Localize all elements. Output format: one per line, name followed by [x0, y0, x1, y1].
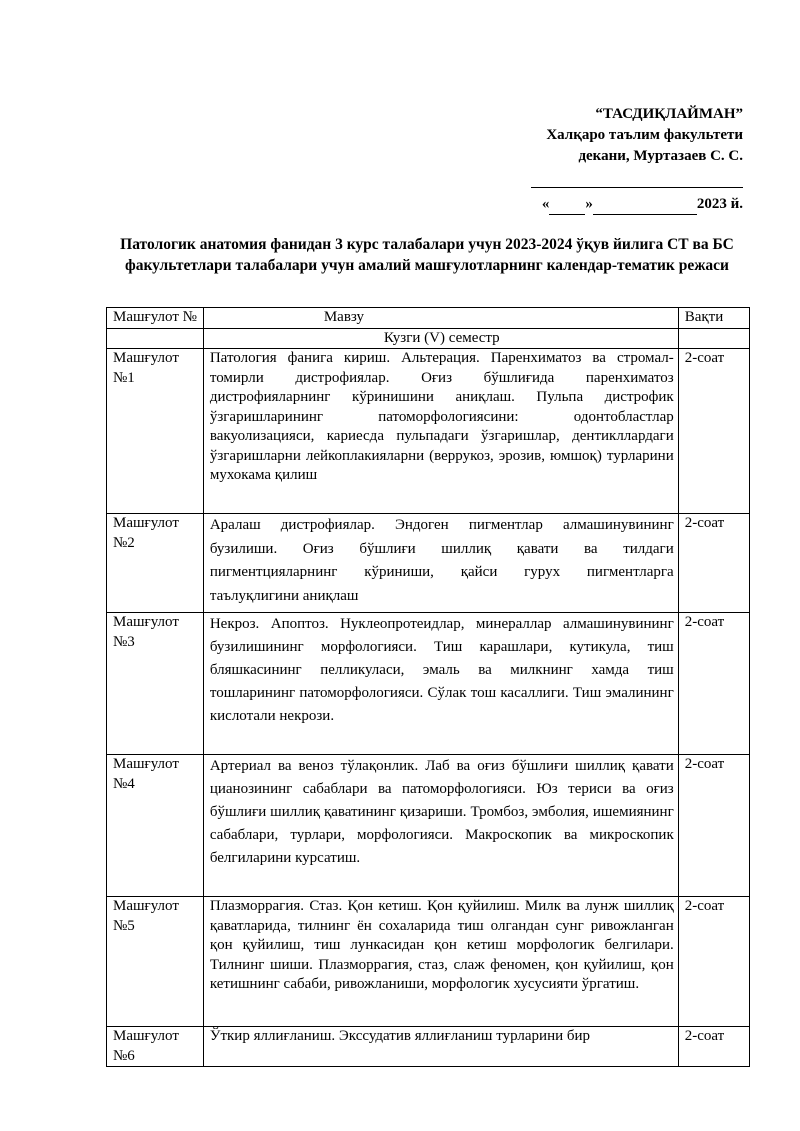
date-year: 2023 й. — [696, 196, 743, 212]
session-time: 2-соат — [678, 1027, 749, 1067]
date-close-quote: » — [585, 196, 593, 212]
session-topic: Патология фанига кириш. Альтерация. Паренхиматоз ва стромал-томирли дистрофиялар. Оғиз бўшлиғида паренхиматоз дистрофияларнинг кўринишини аниқлаш. Пульпа дистрофик ўзгаришларининг патоморфологиясини: одонтобластлар вакуолизацияси, кариесда пульпадаги ўзгаришлар, дентикллардаги ўзгаришларни лейкоплакияларни (веррукоз, эрозив, юмшоқ) турларини мухокама қилиш — [203, 349, 678, 514]
session-time: 2-соат — [678, 755, 749, 897]
table-row — [107, 755, 750, 897]
session-number: Машғулот №3 — [107, 613, 204, 755]
session-topic: Плазморрагия. Стаз. Қон кетиш. Қон қуйилиш. Милк ва лунж шиллиқ қаватларида, тилнинг ён сохаларида тиш олгандан сунг ривожланган қон қуйилиш, тиш лункасидан қон кетиш морфологик белгилари. Тилнинг шиши. Плазморрагия, стаз, слаж феномен, қон қуйилиш, қон кетишнинг сабаби, ривожланиши, морфологик хусусияти ўргатиш. — [203, 897, 678, 1027]
session-topic: Аралаш дистрофиялар. Эндоген пигментлар алмашинувининг бузилиши. Оғиз бўшлиғи шиллиқ қавати ва тилдаги пигментцияларнинг кўриниши, қайси гурух пигментларга таълуқлигини аниқлаш — [203, 514, 678, 613]
day-blank — [549, 200, 585, 215]
header-topic: Мавзу — [203, 308, 678, 329]
session-time: 2-соат — [678, 349, 749, 514]
table-row — [107, 897, 750, 1027]
table-row — [107, 349, 750, 514]
semester-label: Кузги (V) семестр — [203, 328, 678, 349]
approval-title: “ТАСДИҚЛАЙМАН” — [595, 106, 743, 122]
session-number: Машғулот №2 — [107, 514, 204, 613]
approval-organization: Халқаро таълим факультети — [546, 127, 743, 143]
approval-dean: декани, Муртазаев С. С. — [578, 148, 743, 164]
signature-line — [531, 175, 743, 188]
table-row — [107, 1027, 750, 1067]
date-open-quote: « — [541, 196, 550, 212]
document-title: Патологик анатомия фанидан 3 курс талабалари учун 2023-2024 ўқув йилига СТ ва БС факультетлари талабалари учун амалий машғулотларнинг календар-тематик режаси — [120, 236, 734, 274]
session-time: 2-соат — [678, 514, 749, 613]
month-blank — [593, 200, 697, 215]
header-session-number: Машғулот № — [107, 308, 204, 329]
session-time: 2-соат — [678, 897, 749, 1027]
session-number: Машғулот №4 — [107, 755, 204, 897]
table-row — [107, 613, 750, 755]
session-time: 2-соат — [678, 613, 749, 755]
table-header-row — [107, 308, 750, 329]
session-topic: Ўткир яллиғланиш. Экссудатив яллиғланиш турларини бир — [203, 1027, 678, 1067]
header-time: Вақти — [678, 308, 749, 329]
session-topic: Артериал ва веноз тўлақонлик. Лаб ва оғиз бўшлиғи шиллиқ қавати цианозининг сабаблари ва патоморфологияси. Юз териси ва оғиз бўшлиғи шиллиқ қаватининг қизариши. Тромбоз, эмболия, ишемиянинг сабаблари, турлари, морфологияси. Макроскопик ва микроскопик белгиларини курсатиш. — [203, 755, 678, 897]
table-row — [107, 514, 750, 613]
semester-row — [107, 328, 750, 349]
session-number: Машғулот №1 — [107, 349, 204, 514]
session-number: Машғулот №5 — [107, 897, 204, 1027]
schedule-table — [106, 307, 750, 1067]
approval-block — [531, 104, 743, 215]
approval-date — [531, 194, 743, 215]
session-topic: Некроз. Апоптоз. Нуклеопротеидлар, минераллар алмашинувининг бузилишининг морфологияси. Тиш карашлари, кутикула, тиш бляшкасининг пелликуласи, эмаль ва милкнинг хамда тиш тошларининг патоморфологияси. Сўлак тош касаллиги. Тиш эмалининг кислотали некрози. — [203, 613, 678, 755]
session-number: Машғулот №6 — [107, 1027, 204, 1067]
